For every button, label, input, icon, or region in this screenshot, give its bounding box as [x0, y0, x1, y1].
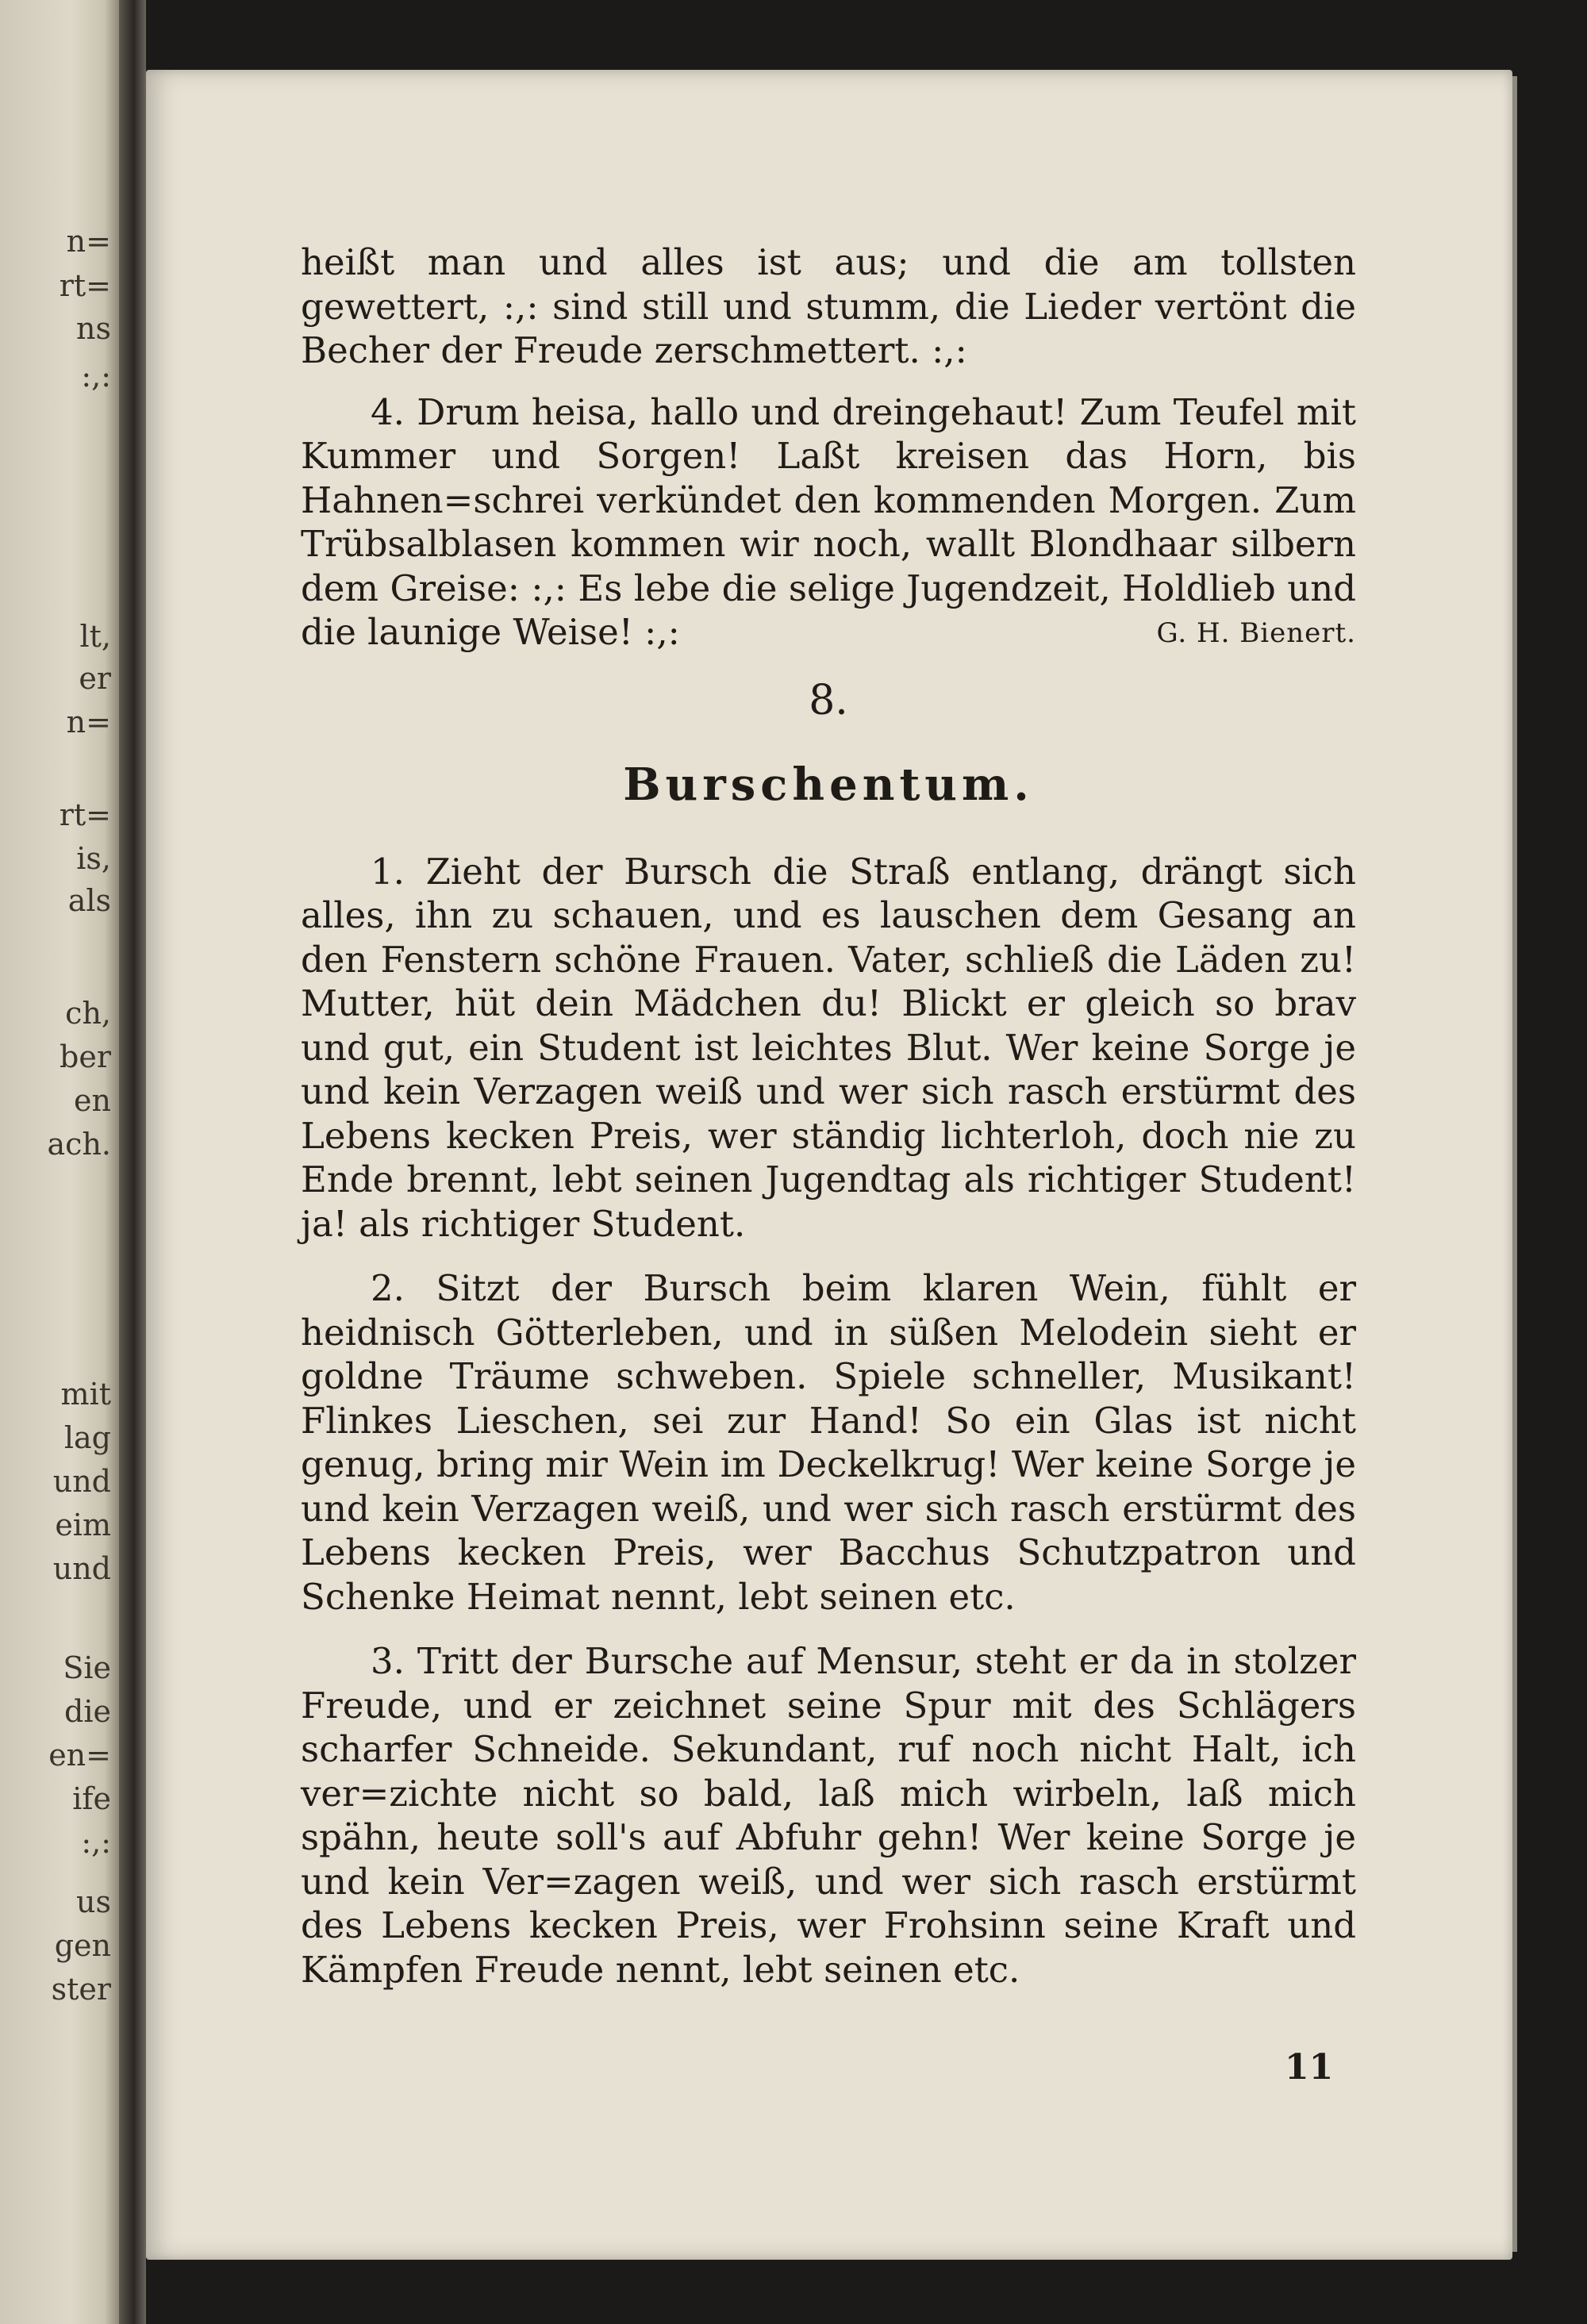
page-number: 11: [1285, 2047, 1334, 2088]
left-fragment: mit: [60, 1377, 111, 1412]
song-title: Burschentum.: [623, 758, 1034, 811]
left-fragment: lag: [63, 1420, 111, 1455]
right-page: [146, 70, 1512, 2260]
left-fragment: und: [52, 1464, 111, 1499]
author-signature: G. H. Bienert.: [1156, 617, 1356, 649]
left-fragment: ch,: [65, 996, 111, 1031]
adjacent-left-page: [0, 0, 119, 2324]
left-fragment: lt,: [79, 619, 111, 654]
left-fragment: en=: [48, 1738, 111, 1773]
left-fragment: rt=: [59, 268, 111, 303]
left-fragment: er: [79, 661, 111, 696]
stanza-2: 2. Sitzt der Bursch beim klaren Wein, fühlt er heidnisch Götterleben, und in süßen Melodein sieht er goldne Träume schweben. Spiele schneller, Musikant! Flinkes Lieschen, sei zur Hand! So ein Glas ist nicht genug, bring mir Wein im Deckelkrug! Wer keine Sorge je und kein Verzagen weiß, und wer sich rasch erstürmt des Lebens kecken Preis, wer Bacchus Schutzpatron und Schenke Heimat nennt, lebt seinen etc.: [301, 1267, 1356, 1618]
stanza-1: 1. Zieht der Bursch die Straß entlang, drängt sich alles, ihn zu schauen, und es lauschen dem Gesang an den Fenstern schöne Frauen. Vater, schließ die Läden zu! Mutter, hüt dein Mädchen du! Blickt er gleich so brav und gut, ein Student ist leichtes Blut. Wer keine Sorge je und kein Verzagen weiß und wer sich rasch erstürmt des Lebens kecken Preis, wer ständig lichterloh, doch nie zu Ende brennt, lebt seinen Jugendtag als richtiger Student! ja! als richtiger Student.: [301, 850, 1356, 1245]
left-fragment: ster: [51, 1972, 111, 2007]
left-fragment: is,: [76, 841, 111, 876]
left-fragment: ife: [72, 1781, 111, 1816]
left-fragment: die: [64, 1694, 111, 1729]
verse-4-text: 4. Drum heisa, hallo und dreingehaut! Zum Teufel mit Kummer und Sorgen! Laßt kreisen das Horn, bis Hahnen=schrei verkündet den kommenden Morgen. Zum Trübsalblasen kommen wir noch, wallt Blondhaar silbern dem Greise: :,: Es lebe die selige Jugendzeit, Holdlieb und die launige Weise! :,:: [301, 390, 1356, 653]
left-fragment: rt=: [59, 797, 111, 832]
left-fragment: Sie: [63, 1650, 111, 1685]
left-fragment: n=: [66, 705, 111, 739]
left-fragment: und: [52, 1551, 111, 1586]
book-gutter: [119, 0, 146, 2324]
left-fragment: :,:: [81, 359, 111, 394]
page-text: [301, 240, 1356, 1992]
left-fragment: als: [67, 883, 111, 918]
song-number: 8.: [809, 676, 848, 724]
left-fragment: en: [74, 1083, 111, 1118]
left-fragment: ach.: [47, 1127, 111, 1162]
left-page-text-fragments: [0, 0, 119, 2324]
left-fragment: us: [76, 1884, 111, 1919]
left-fragment: ber: [60, 1039, 111, 1074]
stanza-3: 3. Tritt der Bursche auf Mensur, steht er da in stolzer Freude, und er zeichnet seine Spur mit des Schlägers scharfer Schneide. Sekundant, ruf noch nicht Halt, ich ver=zichte nicht so bald, laß mich wirbeln, laß mich spähn, heute soll's auf Abfuhr gehn! Wer keine Sorge je und kein Ver=zagen weiß, und wer sich rasch erstürmt des Lebens kecken Preis, wer Frohsinn seine Kraft und Kämpfen Freude nennt, lebt seinen etc.: [301, 1640, 1356, 1991]
continuation-paragraph: heißt man und alles ist aus; und die am tollsten gewettert, :,: sind still und stumm, die Lieder vertönt die Becher der Freude zerschmettert. :,:: [301, 241, 1356, 371]
left-fragment: eim: [55, 1508, 111, 1542]
left-fragment: :,:: [81, 1825, 111, 1860]
left-fragment: ns: [76, 311, 111, 346]
left-fragment: n=: [66, 224, 111, 259]
verse-4-paragraph: [301, 390, 1356, 655]
left-fragment: gen: [54, 1928, 111, 1963]
